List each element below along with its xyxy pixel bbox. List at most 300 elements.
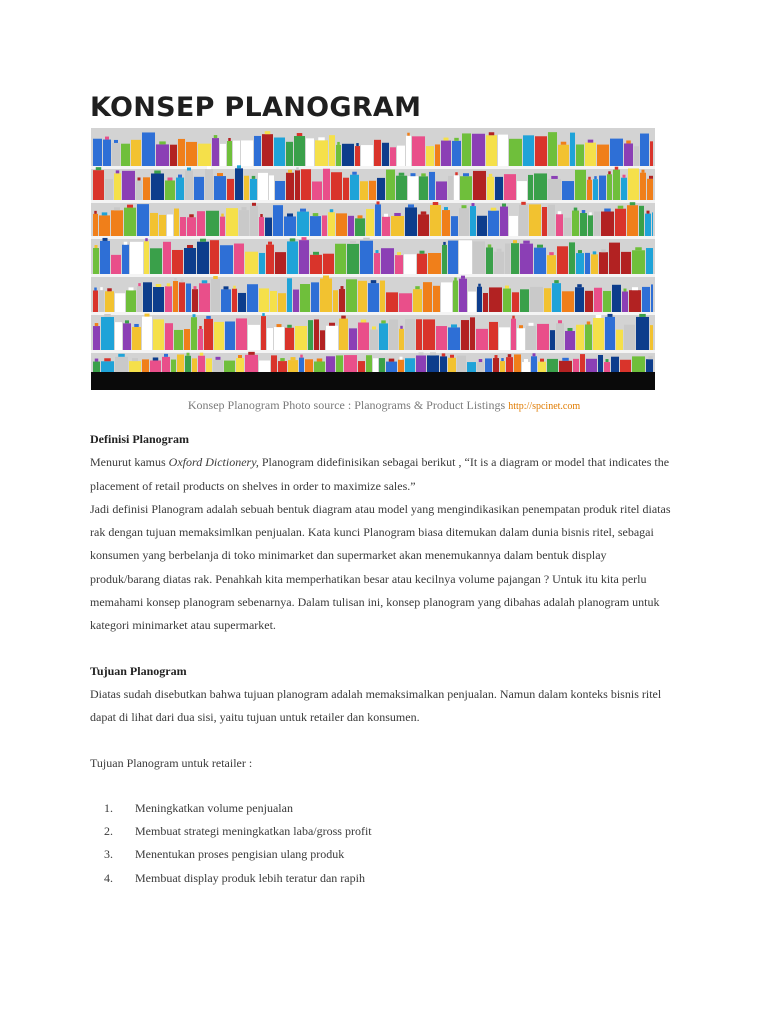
product-cap [323,275,329,278]
product-item [504,174,516,200]
product-cap [444,138,449,141]
product-item [368,283,379,312]
product-item [381,248,394,274]
product-item [266,245,274,274]
product-item [342,144,354,166]
product-item [288,360,298,372]
product-item [489,287,502,312]
product-cap [242,207,247,210]
product-cap [582,210,586,213]
product-cap [491,208,497,211]
product-item [274,138,285,166]
product-item [112,143,120,166]
product-item [171,360,176,372]
product-cap [540,359,544,362]
product-cap [397,252,401,255]
product-cap [455,172,458,175]
product-item [355,218,365,236]
product-item [557,246,568,274]
product-cap [593,251,597,254]
product-item [651,284,653,312]
product-item [538,362,546,372]
product-item [575,170,586,200]
product-item [360,181,368,200]
caption-text: Konsep Planogram Photo source : Planograms & Product Listings [187,398,506,412]
product-item [493,358,499,372]
product-item [151,173,164,200]
product-item [310,255,322,274]
product-item [417,254,427,274]
product-item [323,169,330,200]
product-item [374,140,381,166]
product-cap [100,287,103,290]
product-item [287,278,292,312]
product-item [204,319,213,350]
product-item [262,134,273,166]
product-item [544,288,551,312]
list-number: 2. [104,824,113,839]
product-item [211,279,220,312]
product-cap [154,170,161,173]
product-item [358,361,365,372]
product-item [101,361,114,372]
product-cap [248,352,255,355]
product-item [576,253,584,274]
product-cap [265,131,271,134]
product-item [607,174,612,200]
product-cap [596,315,602,318]
product-cap [608,314,613,317]
product-cap [118,354,125,357]
product-cap [145,314,150,317]
product-cap [632,287,638,290]
product-item [495,177,503,200]
product-item [366,209,374,236]
product-cap [615,167,619,170]
product-item [650,325,653,350]
product-item [206,358,212,372]
product-item [564,218,571,236]
product-item [265,218,272,236]
product-item [308,320,313,350]
product-item [238,293,246,312]
spacer [90,638,678,660]
product-item [293,290,299,312]
product-item [537,324,549,350]
product-cap [288,170,292,173]
list-number: 3. [104,847,113,862]
product-item [503,289,511,312]
product-item [197,242,209,274]
product-cap [594,176,597,179]
product-item [416,355,426,372]
product-item [573,359,579,372]
product-item [395,255,403,274]
product-item [273,205,283,236]
product-item [599,176,606,200]
product-item [427,355,439,372]
product-item [621,252,631,274]
product-item [350,175,359,200]
product-item [406,136,411,166]
product-item [511,243,519,274]
product-item [505,243,510,274]
product-item [274,327,284,350]
product-item [105,179,113,200]
product-item [142,359,149,372]
product-item [299,240,309,274]
product-item [295,170,300,200]
product-cap [421,173,426,176]
product-item [559,361,572,372]
product-item [588,215,593,236]
product-item [178,139,185,166]
product-item [448,241,458,274]
product-item [647,179,653,200]
product-item [360,241,373,274]
shelf-edge [91,200,655,203]
product-cap [523,241,530,244]
product-item [459,240,472,274]
product-item [172,250,183,274]
product-item [405,358,415,372]
product-item [448,358,456,372]
product-item [194,177,204,200]
product-cap [213,276,218,279]
product-item [547,255,556,274]
product-item [239,210,249,236]
product-cap [443,242,446,245]
product-item [180,217,186,236]
product-item [459,208,469,236]
product-item [185,356,191,372]
product-item [167,214,173,236]
product-item [220,144,226,166]
product-item [627,205,638,236]
product-item [587,180,592,200]
product-cap [132,358,138,361]
product-item [131,140,141,166]
product-cap [105,137,109,140]
product-cap [262,313,265,316]
product-item [472,134,485,166]
product-item [452,141,461,166]
product-item [336,355,343,372]
product-cap [116,170,120,173]
product-item [214,322,224,350]
product-cap [384,214,388,217]
product-cap [524,359,528,362]
product-cap [350,241,356,244]
product-cap [178,175,182,178]
product-cap [302,237,307,240]
product-cap [381,320,386,323]
product-item [142,132,155,166]
product-item [435,144,440,166]
product-item [457,356,466,372]
article-body [90,428,678,890]
product-cap [400,357,403,360]
product-item [156,144,169,166]
product-item [628,168,639,200]
product-cap [194,286,197,289]
product-cap [189,214,194,217]
product-item [636,317,649,350]
product-item [405,207,417,236]
product-item [137,204,149,236]
product-cap [228,138,231,141]
product-item [192,358,197,372]
product-item [418,214,429,236]
product-item [428,253,441,274]
product-item [612,285,621,312]
product-cap [463,173,469,176]
product-item [267,328,273,350]
product-cap [153,357,159,360]
product-cap [450,355,454,358]
product-item [179,282,185,312]
product-item [366,355,372,372]
list-number: 4. [104,870,113,885]
product-item [153,319,164,350]
product-cap [233,286,236,289]
product-cap [200,353,204,356]
spacer [90,730,678,752]
product-item [624,143,633,166]
product-item [361,145,373,166]
product-item [358,281,367,312]
product-cap [454,138,459,141]
product-item [185,171,193,200]
product-item [105,291,114,312]
product-item [250,206,258,236]
product-item [500,361,505,372]
product-item [405,319,415,350]
product-item [461,320,469,350]
product-item [408,176,418,200]
product-item [335,244,346,274]
product-item [165,181,175,200]
product-cap [341,316,346,319]
product-item [370,329,378,350]
product-item [390,147,396,166]
product-item [506,357,513,372]
product-item [448,176,453,200]
shelf-edge [91,166,655,169]
product-item [436,181,447,200]
product-cap [207,166,211,169]
product-item [419,176,428,200]
product-item [220,245,233,274]
product-cap [329,323,335,326]
product-item [343,178,349,200]
definisi-paragraph-1 [90,451,678,498]
retailer-goals-list [90,797,678,890]
product-item [594,212,600,236]
product-item [93,139,102,166]
product-item [258,173,268,200]
product-cap [420,251,425,254]
product-item [142,317,152,350]
product-item [441,282,452,312]
product-cap [238,355,242,358]
caption-url-link[interactable]: http://spcinet.com [508,401,581,412]
product-item [331,172,342,200]
product-item [382,143,389,166]
product-cap [300,355,303,358]
product-cap [588,177,591,180]
product-item [184,248,196,274]
product-item [123,323,131,350]
product-item [526,326,536,350]
product-item [580,354,585,372]
product-item [259,288,269,312]
product-cap [200,239,206,242]
product-cap [533,353,536,356]
product-item [320,330,325,350]
product-cap [608,171,611,174]
definisi-paragraph-2: Jadi definisi Planogram adalah sebuah bentuk diagram atau model yang mengindikasikan penempatan produk ritel diatas rak dengan tujuan memaksimlkan penjualan. Kata kunci Planogram biasa ditemukan dalam dunia bisnis ritel, sebagai konsumen yang berbelanja di toko minimarket dan supermarket akan menemukannya dalam bentuk display produk/barang diatas rak. Penahkah kita memperhatikan besar atau kecilnya volume pajangan ? Untuk itu kita perlu memahami konsep planogram sebenarnya. Dalam tulisan ini, konsep planogram yang dibahas adalah planogram untuk kategori minimarket atau supermarket. [90,501,671,633]
product-cap [415,286,420,289]
product-item [622,292,628,312]
product-item [326,326,338,350]
product-cap [114,140,118,143]
product-cap [124,242,128,245]
product-item [470,317,475,350]
product-cap [280,358,285,361]
product-item [210,240,219,274]
product-item [570,133,575,166]
product-cap [513,240,517,243]
product-item [476,329,488,350]
product-item [224,361,235,372]
product-cap [145,238,148,241]
product-item [558,145,569,166]
product-item [531,356,537,372]
product-item [150,248,162,274]
product-item [93,248,99,274]
product-cap [648,356,653,359]
product-item [336,213,347,236]
product-item [520,289,529,312]
product-item [616,330,623,350]
product-cap [521,202,526,205]
product-item [586,359,597,372]
product-cap [623,175,626,178]
product-item [632,250,645,274]
product-cap [508,354,512,357]
product-cap [495,355,498,358]
product-item [483,293,488,312]
product-item [552,283,561,312]
product-item [512,292,519,312]
product-cap [642,170,645,173]
product-item [159,215,166,236]
product-cap [649,176,653,179]
product-item [514,354,521,372]
product-item [245,252,258,274]
product-item [199,283,210,312]
product-cap [202,280,208,283]
product-item [326,356,335,372]
list-item [90,820,678,843]
product-item [369,181,376,200]
product-item [477,287,482,312]
product-item [197,211,205,236]
product-item [355,146,360,166]
product-cap [156,284,162,287]
product-item [509,139,522,166]
product-item [153,287,164,312]
product-item [220,217,225,236]
product-cap [224,286,229,289]
product-cap [512,316,515,319]
product-item [234,244,244,274]
product-cap [129,287,134,290]
shelf-edge [91,236,655,239]
product-cap [502,204,506,207]
product-cap [606,359,609,362]
product-item [227,179,234,200]
product-item [585,324,592,350]
product-cap [626,140,631,143]
product-cap [635,247,642,250]
product-item [640,134,649,166]
product-cap [501,358,504,361]
product-cap [554,280,559,283]
product-item [287,241,298,274]
product-item [399,329,404,350]
product-cap [529,323,534,326]
product-item [301,169,311,200]
product-item [547,359,558,372]
product-item [206,211,219,236]
product-cap [411,173,416,176]
product-cap [363,238,370,241]
product-item [144,241,149,274]
product-cap [568,328,573,331]
product-item [130,242,143,274]
product-item [517,181,527,200]
product-item [534,173,547,200]
product-cap [421,211,427,214]
product-item [487,177,494,200]
product-item [93,362,100,372]
product-item [522,362,530,372]
product-item [565,331,575,350]
product-item [397,146,405,166]
product-cap [330,209,334,212]
product-item [448,327,460,350]
list-text: Membuat display produk lebih teratur dan rapih [135,870,365,885]
product-item [294,136,305,166]
product-item [305,359,313,372]
product-item [236,318,247,350]
product-cap [217,173,223,176]
product-item [225,321,235,350]
product-item [477,362,484,372]
product-cap [187,168,191,171]
product-item [646,248,653,274]
product-cap [206,316,211,319]
product-item [322,215,327,236]
product-item [358,323,369,350]
product-item [609,243,620,274]
product-item [473,171,486,200]
product-cap [578,250,582,253]
product-item [530,287,543,312]
product-item [412,136,425,166]
